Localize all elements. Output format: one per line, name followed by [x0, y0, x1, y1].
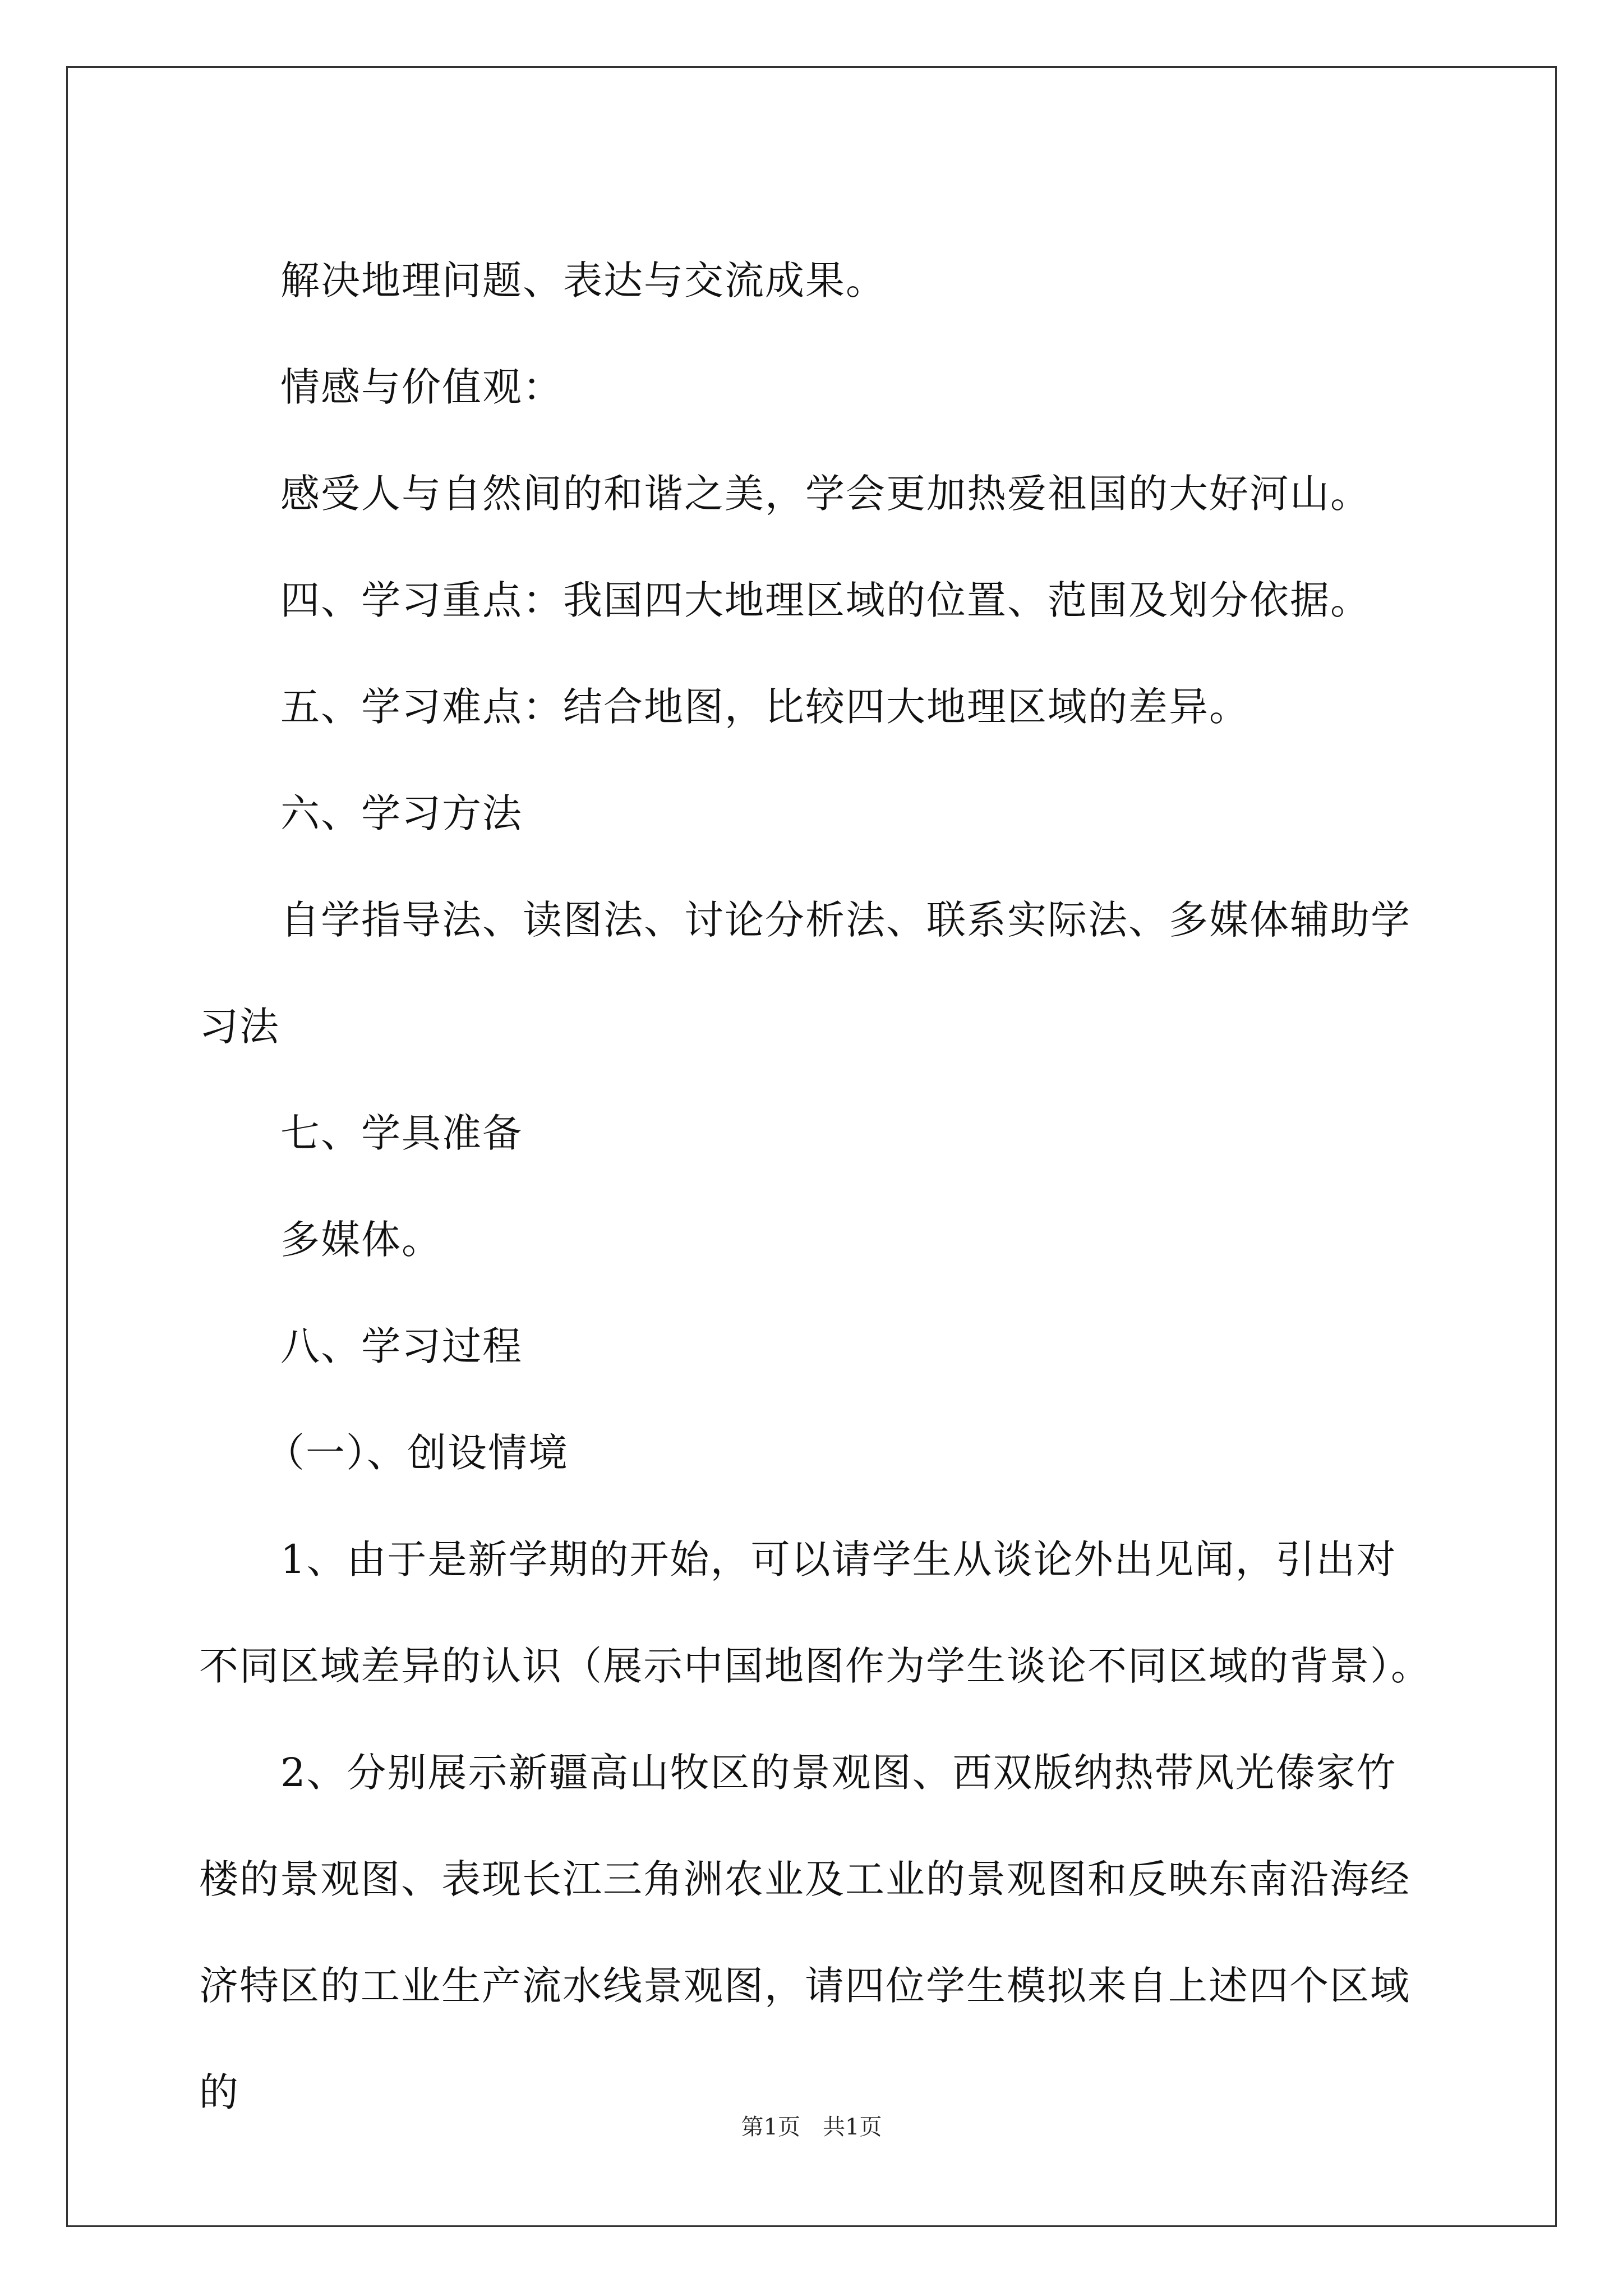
document-body [199, 227, 1436, 2146]
section-heading: 八、学习过程 [280, 1323, 523, 1369]
section-heading: 六、学习方法 [280, 790, 523, 836]
section-heading: 七、学具准备 [280, 1110, 523, 1156]
paragraph: 四、学习重点：我国四大地理区域的位置、范围及划分依据。 [280, 577, 1371, 623]
paragraph: 多媒体。 [280, 1217, 442, 1263]
paragraph: 1、由于是新学期的开始，可以请学生从谈论外出见闻，引出对不同区域差异的认识（展示中国地图作为学生谈论不同区域的背景）。 [199, 1536, 1431, 1689]
paragraph: 五、学习难点：结合地图，比较四大地理区域的差异。 [280, 684, 1249, 730]
subsection-heading: （一）、创设情境 [265, 1430, 569, 1476]
paragraph: 2、分别展示新疆高山牧区的景观图、西双版纳热带风光傣家竹楼的景观图、表现长江三角洲农业及工业的景观图和反映东南沿海经济特区的工业生产流水线景观图，请四位学生模拟来自上述四个区域的 [199, 1750, 1410, 2115]
paragraph: 感受人与自然间的和谐之美，学会更加热爱祖国的大好河山。 [280, 471, 1371, 517]
paragraph: 情感与价值观： [280, 364, 563, 410]
page-footer: 第1页 共1页 [741, 2114, 882, 2140]
paragraph: 自学指导法、读图法、讨论分析法、联系实际法、多媒体辅助学习法 [199, 897, 1411, 1050]
paragraph: 解决地理问题、表达与交流成果。 [280, 257, 886, 303]
